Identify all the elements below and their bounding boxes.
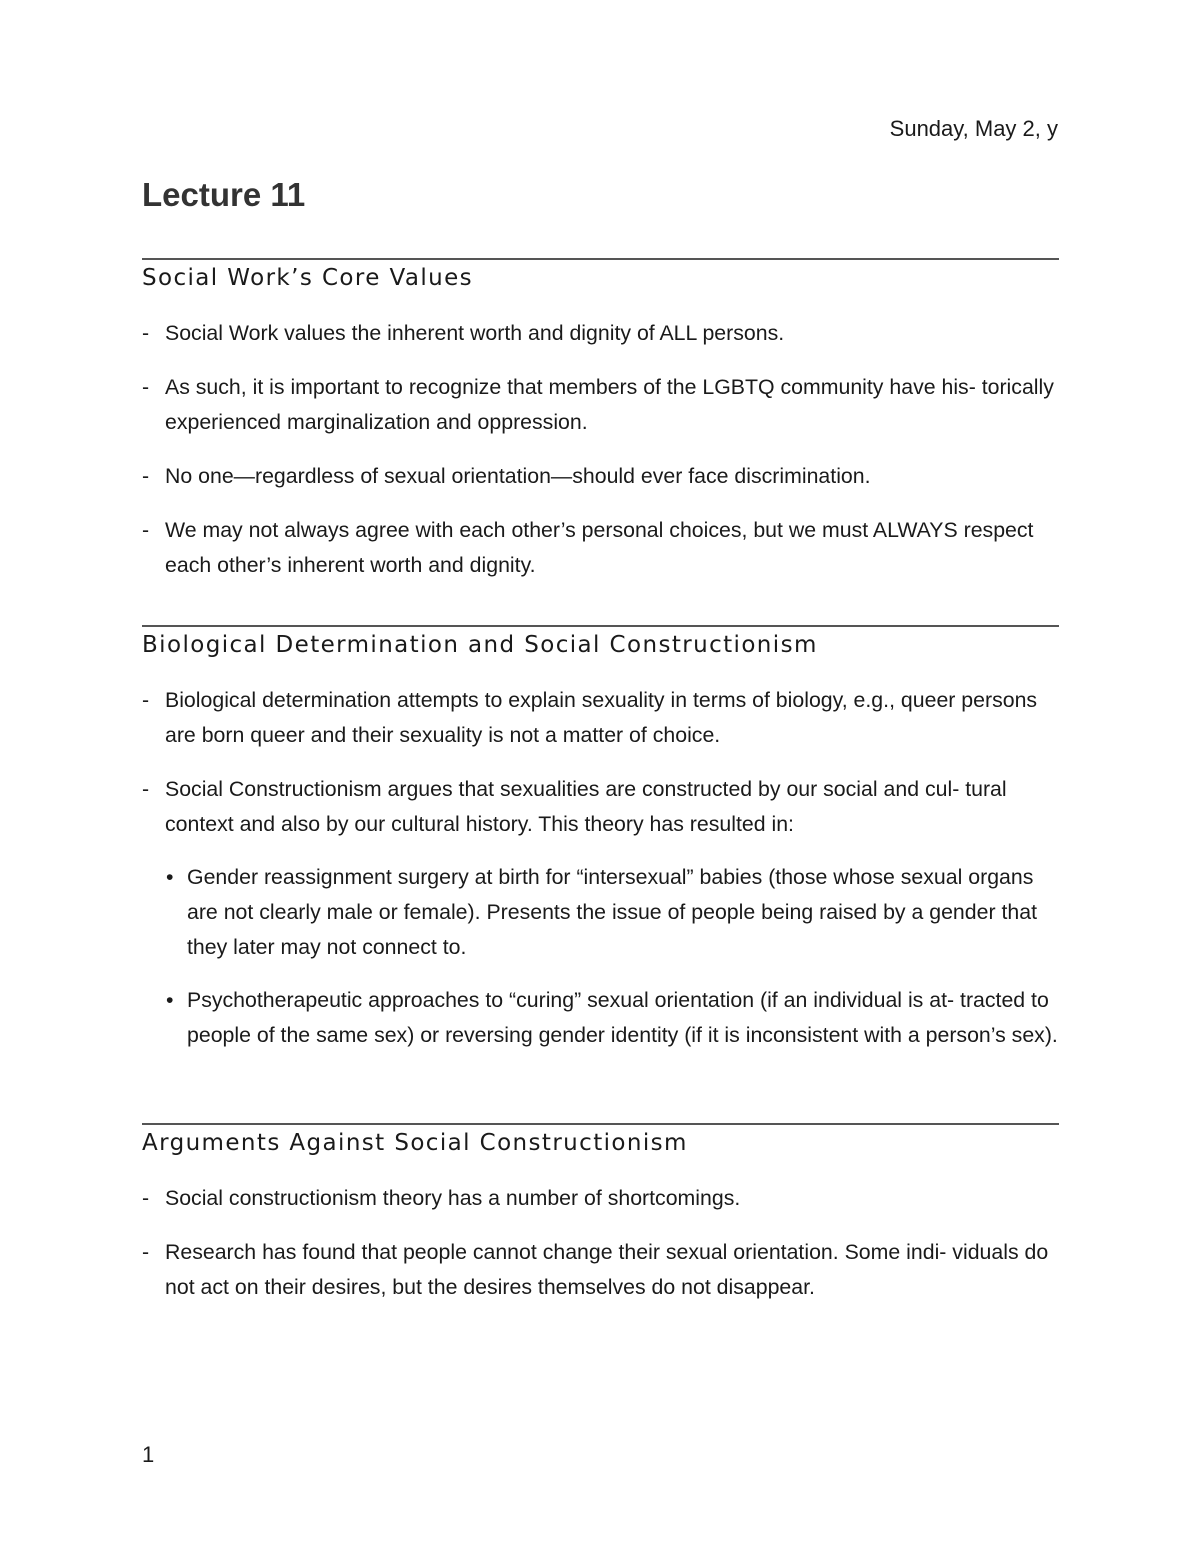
bullet-marker: • bbox=[166, 988, 174, 1012]
section-divider bbox=[142, 258, 1059, 260]
list-item-text: Research has found that people cannot change their sexual orientation. Some indi- viduals do not act on their desires, but the desires themselves do not disappear. bbox=[165, 1240, 1049, 1299]
list-item bbox=[142, 683, 1059, 753]
dash-marker: - bbox=[142, 321, 150, 345]
list-item-text: As such, it is important to recognize that members of the LGBTQ community have his- torically experienced marginalization and oppression. bbox=[165, 375, 1054, 434]
sub-item-list bbox=[165, 860, 1059, 1053]
section-biological-determination bbox=[142, 625, 1059, 1053]
list-item-text: No one—regardless of sexual orientation—should ever face discrimination. bbox=[165, 464, 871, 488]
list-item bbox=[142, 370, 1059, 440]
section-divider bbox=[142, 1123, 1059, 1125]
list-item bbox=[142, 459, 1059, 494]
list-item bbox=[142, 1235, 1059, 1305]
sub-list-item-text: Psychotherapeutic approaches to “curing” sexual orientation (if an individual is at- tracted to people of the same sex) or reversing gender identity (if it is inconsistent with a person’s sex). bbox=[187, 988, 1058, 1047]
dash-marker: - bbox=[142, 464, 150, 488]
sub-list-item bbox=[165, 983, 1059, 1053]
dash-marker: - bbox=[142, 688, 150, 712]
list-item bbox=[142, 316, 1059, 351]
bullet-marker: • bbox=[166, 865, 174, 889]
list-item-text: Social constructionism theory has a number of shortcomings. bbox=[165, 1186, 741, 1210]
page-number: 1 bbox=[142, 1442, 155, 1467]
dash-marker: - bbox=[142, 518, 150, 542]
section-heading: Biological Determination and Social Constructionism bbox=[142, 632, 818, 658]
dash-marker: - bbox=[142, 777, 150, 801]
sub-list-item bbox=[165, 860, 1059, 965]
list-item-text: Social Work values the inherent worth and dignity of ALL persons. bbox=[165, 321, 785, 345]
dash-marker: - bbox=[142, 1240, 150, 1264]
dash-marker: - bbox=[142, 375, 150, 399]
list-item-text: Biological determination attempts to explain sexuality in terms of biology, e.g., queer persons are born queer and their sexuality is not a matter of choice. bbox=[165, 688, 1038, 747]
document-date: Sunday, May 2, y bbox=[889, 116, 1058, 141]
section-heading: Social Work’s Core Values bbox=[142, 265, 474, 291]
list-item-text: Social Constructionism argues that sexualities are constructed by our social and cul- tural context and also by our cultural history. This theory has resulted in: bbox=[165, 777, 1007, 836]
sub-list-item-text: Gender reassignment surgery at birth for “intersexual” babies (those whose sexual organs are not clearly male or female). Presents the issue of people being raised by a gender that they later may not connect to. bbox=[187, 865, 1037, 959]
list-item bbox=[142, 1181, 1059, 1216]
section-arguments-against bbox=[142, 1123, 1059, 1305]
list-item bbox=[142, 513, 1059, 583]
page-title: Lecture 11 bbox=[142, 176, 306, 213]
dash-marker: - bbox=[142, 1186, 150, 1210]
section-heading: Arguments Against Social Constructionism bbox=[142, 1130, 688, 1156]
section-divider bbox=[142, 625, 1059, 627]
list-item bbox=[142, 772, 1059, 1053]
section-core-values bbox=[142, 258, 1059, 583]
item-list bbox=[142, 683, 1059, 1053]
list-item-text: We may not always agree with each other’s personal choices, but we must ALWAYS respect each other’s inherent worth and dignity. bbox=[165, 518, 1034, 577]
item-list bbox=[142, 1181, 1059, 1305]
item-list bbox=[142, 316, 1059, 583]
